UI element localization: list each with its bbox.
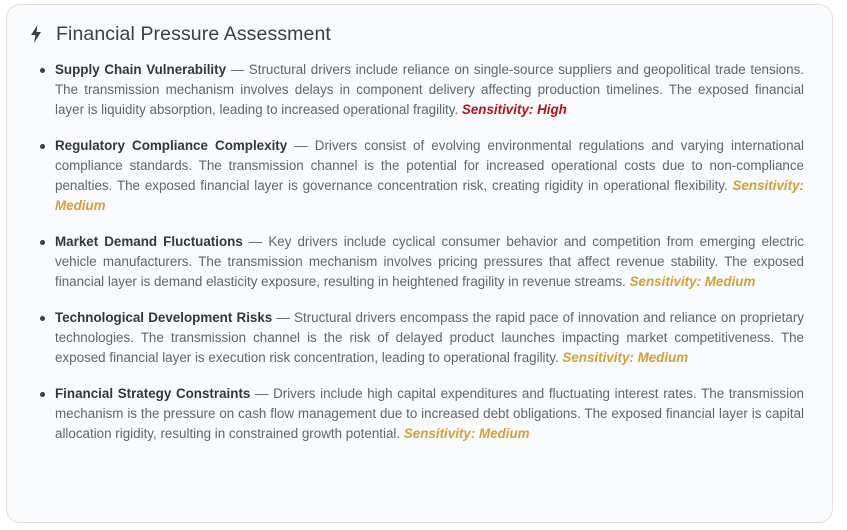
pressure-list <box>55 60 804 460</box>
list-item <box>55 60 804 120</box>
bullet-dot <box>40 240 45 245</box>
card-header <box>29 21 331 47</box>
sensitivity-badge: Sensitivity: High <box>461 102 567 117</box>
list-item <box>55 384 804 444</box>
lightning-bolt-icon <box>29 24 43 44</box>
item-name: Regulatory Compliance Complexity <box>55 138 288 153</box>
bullet-dot <box>40 316 45 321</box>
item-description: — Structural drivers include reliance on single-source suppliers and geopolitical trade tensions. The transmission mechanism involves delays in component delivery affecting production timelines. The exposed financial layer is liquidity absorption, leading to increased operational fragility. <box>55 62 804 117</box>
item-description: — Structural drivers encompass the rapid pace of innovation and reliance on proprietary technologies. The transmission channel is the risk of delayed product launches impacting market competitiveness. The exposed financial layer is execution risk concentration, leading to operational fragility. <box>55 310 804 365</box>
bullet-dot <box>40 68 45 73</box>
item-description: — Key drivers include cyclical consumer behavior and competition from emerging electric vehicle manufacturers. The transmission mechanism involves pricing pressures that affect revenue stability. The exposed financial layer is demand elasticity exposure, resulting in heightened fragility in revenue streams. <box>55 234 804 289</box>
sensitivity-badge: Sensitivity: Medium <box>562 350 689 365</box>
item-name: Market Demand Fluctuations <box>55 234 243 249</box>
bullet-dot <box>40 392 45 397</box>
list-item <box>55 136 804 216</box>
sensitivity-badge: Sensitivity: Medium <box>629 274 756 289</box>
financial-pressure-card <box>6 4 833 523</box>
sensitivity-badge: Sensitivity: Medium <box>55 178 804 213</box>
item-description: — Drivers consist of evolving environmental regulations and varying international compliance standards. The transmission channel is the potential for increased operational costs due to non-compliance penalties. The exposed financial layer is governance concentration risk, creating rigidity in operational flexibility. <box>55 138 804 193</box>
list-item <box>55 232 804 292</box>
list-item <box>55 308 804 368</box>
item-name: Technological Development Risks <box>55 310 273 325</box>
card-title: Financial Pressure Assessment <box>56 22 331 45</box>
bullet-dot <box>40 144 45 149</box>
item-description: — Drivers include high capital expenditures and fluctuating interest rates. The transmission mechanism is the pressure on cash flow management due to increased debt obligations. The exposed financial layer is capital allocation rigidity, resulting in constrained growth potential. <box>55 386 804 441</box>
sensitivity-badge: Sensitivity: Medium <box>403 426 530 441</box>
item-name: Financial Strategy Constraints <box>55 386 251 401</box>
item-name: Supply Chain Vulnerability <box>55 62 227 77</box>
